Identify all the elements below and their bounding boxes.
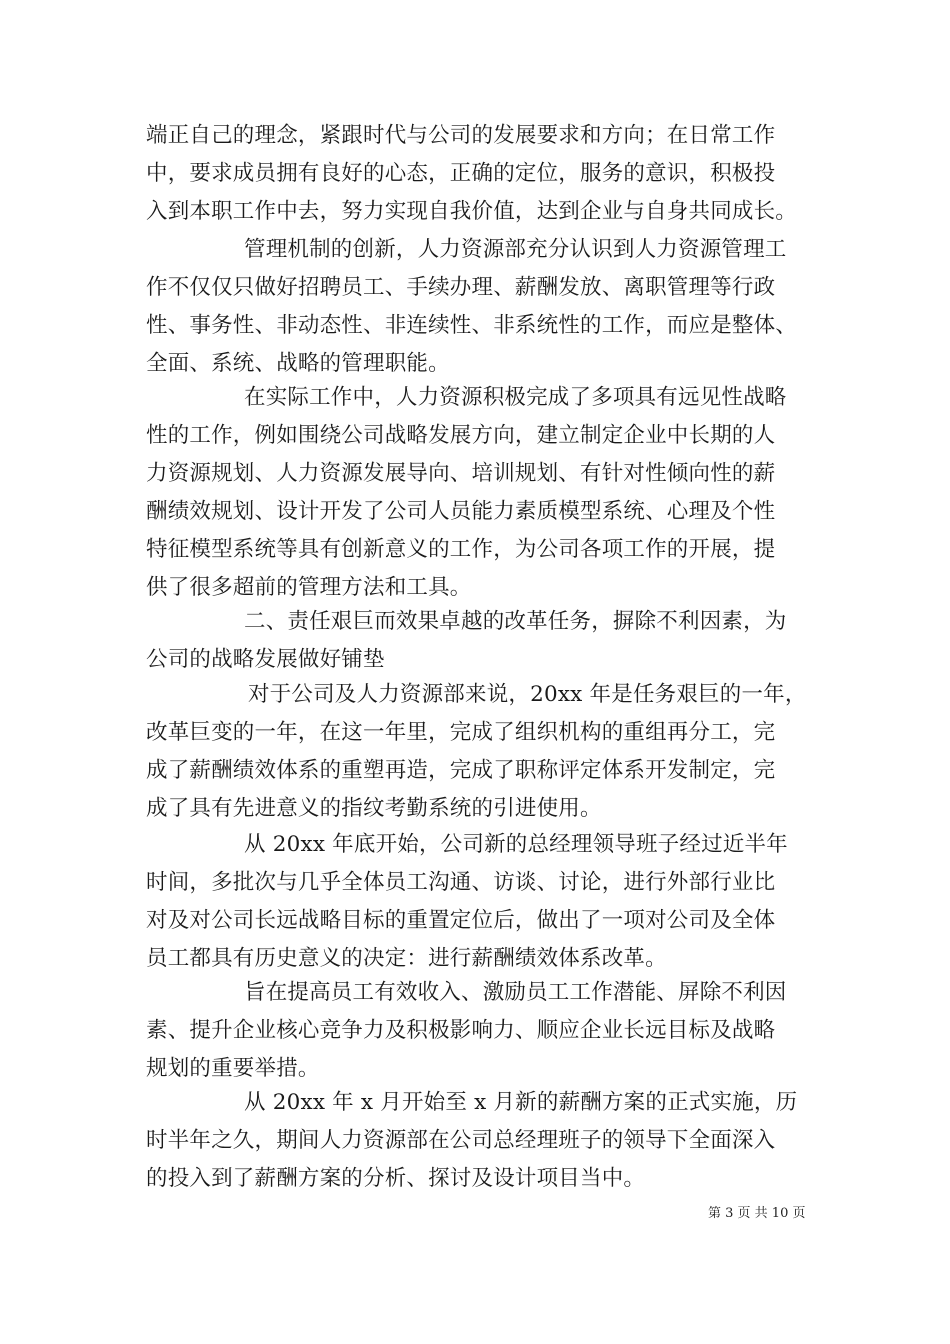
text-line: 改革巨变的一年，在这一年里，完成了组织机构的重组再分工，完 (146, 720, 776, 745)
text-line: 在实际工作中，人力资源积极完成了多项具有远见性战略 (244, 385, 787, 410)
page-number: 第 3 页 共 10 页 (708, 1206, 806, 1221)
text-line: 端正自己的理念，紧跟时代与公司的发展要求和方向；在日常工作 (146, 123, 776, 148)
text-line: 力资源规划、人力资源发展导向、培训规划、有针对性倾向性的薪 (146, 461, 776, 486)
text-line: 性的工作，例如围绕公司战略发展方向，建立制定企业中长期的人 (146, 423, 776, 448)
text-line: 作不仅仅只做好招聘员工、手续办理、薪酬发放、离职管理等行政 (146, 275, 776, 300)
text-line: 成了具有先进意义的指纹考勤系统的引进使用。 (146, 796, 602, 821)
text-line: 对于公司及人力资源部来说，20xx 年是任务艰巨的一年， (248, 682, 807, 707)
text-line: 的投入到了薪酬方案的分析、探讨及设计项目当中。 (146, 1166, 646, 1191)
text-line: 时间，多批次与几乎全体员工沟通、访谈、讨论，进行外部行业比 (146, 870, 776, 895)
text-line: 员工都具有历史意义的决定：进行薪酬绩效体系改革。 (146, 946, 667, 971)
text-line: 旨在提高员工有效收入、激励员工工作潜能、屏除不利因 (244, 980, 787, 1005)
text-line: 性、事务性、非动态性、非连续性、非系统性的工作，而应是整体、 (146, 313, 798, 338)
text-line: 从 20xx 年 x 月开始至 x 月新的薪酬方案的正式实施，历 (244, 1090, 798, 1115)
text-line: 供了很多超前的管理方法和工具。 (146, 575, 472, 600)
text-line: 管理机制的创新，人力资源部充分认识到人力资源管理工 (244, 237, 787, 262)
text-line: 酬绩效规划、设计开发了公司人员能力素质模型系统、心理及个性 (146, 499, 776, 524)
text-line: 公司的战略发展做好铺垫 (146, 647, 385, 672)
text-line: 成了薪酬绩效体系的重塑再造，完成了职称评定体系开发制定，完 (146, 758, 776, 783)
text-line: 对及对公司长远战略目标的重置定位后，做出了一项对公司及全体 (146, 908, 776, 933)
text-line: 从 20xx 年底开始，公司新的总经理领导班子经过近半年 (244, 832, 788, 857)
text-line: 规划的重要举措。 (146, 1056, 320, 1081)
text-line: 素、提升企业核心竞争力及积极影响力、顺应企业长远目标及战略 (146, 1018, 776, 1043)
text-line: 特征模型系统等具有创新意义的工作，为公司各项工作的开展，提 (146, 537, 776, 562)
text-line: 时半年之久，期间人力资源部在公司总经理班子的领导下全面深入 (146, 1128, 776, 1153)
text-line: 中，要求成员拥有良好的心态，正确的定位，服务的意识，积极投 (146, 161, 776, 186)
text-line: 全面、系统、战略的管理职能。 (146, 351, 450, 376)
text-line: 二、责任艰巨而效果卓越的改革任务，摒除不利因素，为 (244, 609, 787, 634)
text-line: 入到本职工作中去，努力实现自我价值，达到企业与自身共同成长。 (146, 199, 798, 224)
